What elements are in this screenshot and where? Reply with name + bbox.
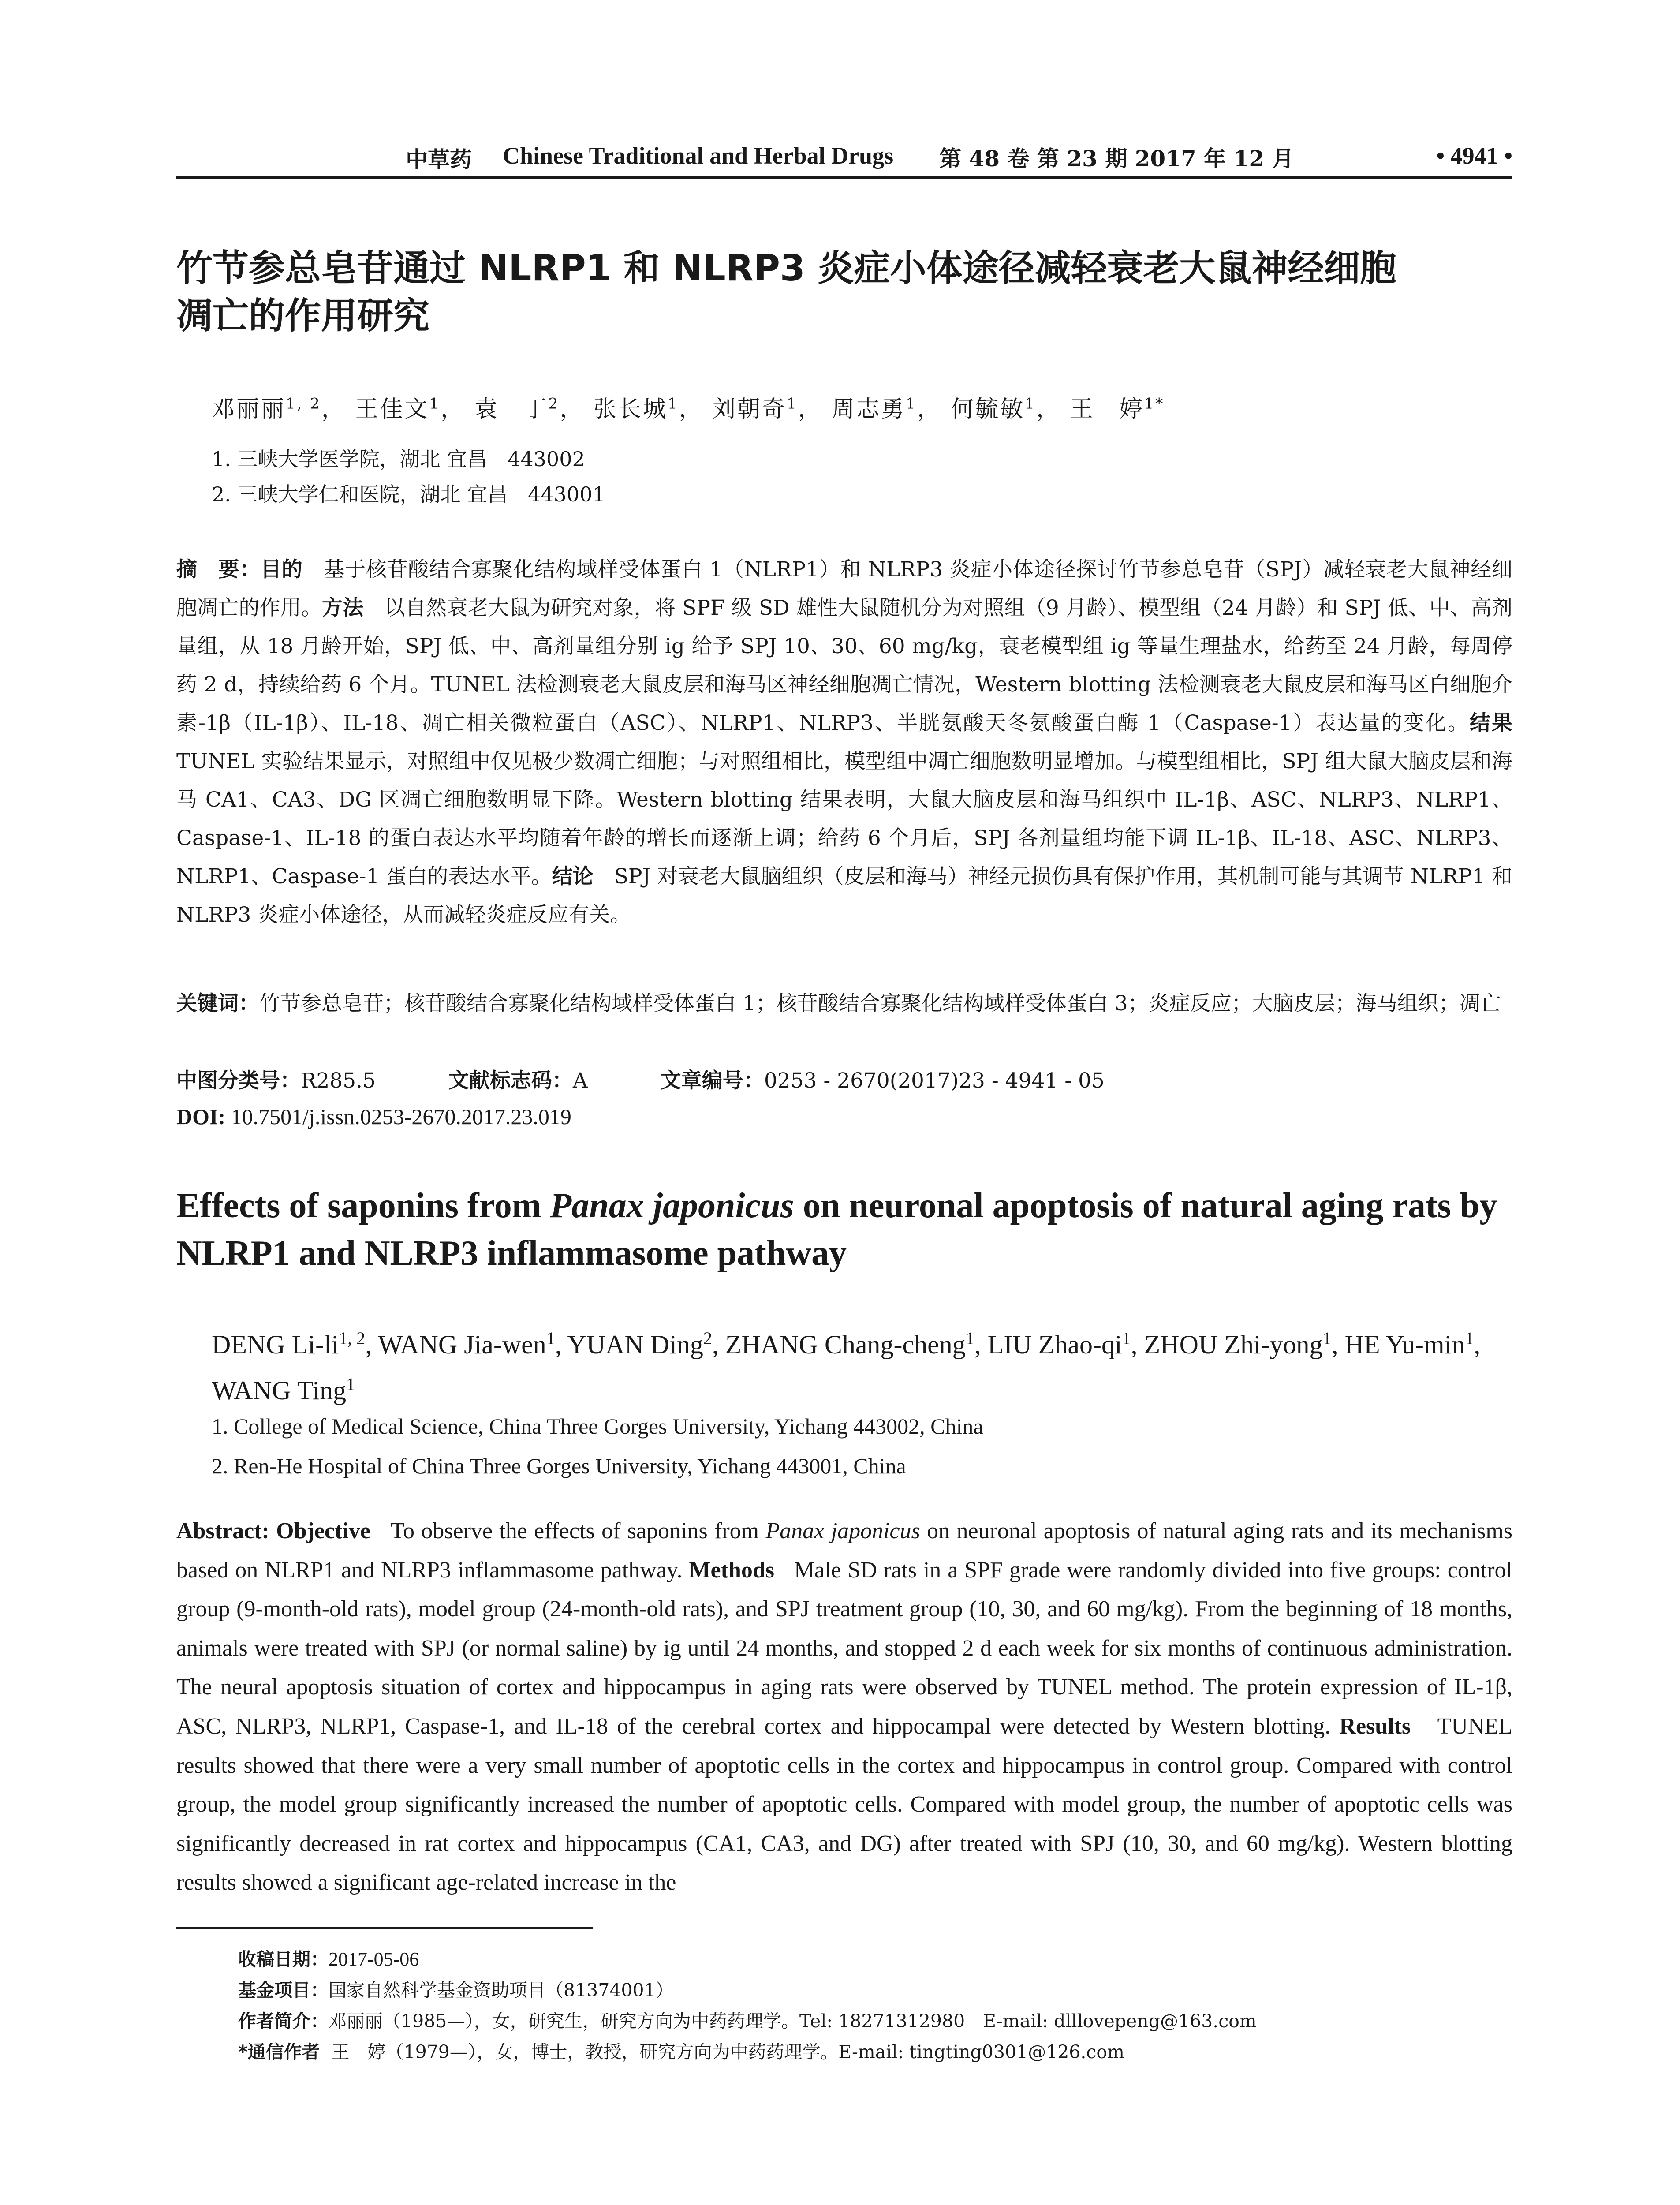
classification-line bbox=[176, 1064, 1105, 1094]
author-name: 张长城 bbox=[593, 396, 668, 422]
results-label: Results bbox=[1339, 1713, 1411, 1739]
author-name: 王 婷 bbox=[1070, 396, 1144, 422]
abstract-cn bbox=[176, 550, 1512, 934]
results-label: 结果 bbox=[1469, 711, 1513, 735]
author-affiliation-mark: 1 bbox=[667, 395, 679, 413]
author-name: HE Yu-min bbox=[1344, 1330, 1465, 1359]
running-header bbox=[176, 132, 1512, 179]
author-affiliation-mark: 1 bbox=[1322, 1328, 1332, 1348]
footnote-corresponding bbox=[238, 2037, 1124, 2063]
methods-text: 以自然衰老大鼠为研究对象，将 SPF 级 SD 雄性大鼠随机分为对照组（9 月龄）、模型组（24 月龄）和 SPJ 低、中、高剂量组，从 18 月龄开始，SPJ 低、中、高剂量组分别 ig 给予 SPJ 10、30、60 mg/kg，衰老模型组 ig 等量生理盐水，给药至 24 月龄，每周停药 2 d，持续给药 6 个月。TUNEL 法检测衰老大鼠皮层和海马区神经细胞凋亡情况，Western blotting 法检测衰老大鼠皮层和海马区白细胞介素-1β（IL-1β）、IL-18、凋亡相关微粒蛋白（ASC）、NLRP1、NLRP3、半胱氨酸天冬氨酸蛋白酶 1（Caspase-1）表达量的变化。 bbox=[176, 596, 1513, 735]
journal-name-cn: 中草药 bbox=[406, 146, 472, 172]
issue-info: 第 48 卷 第 23 期 2017 年 12 月 bbox=[939, 146, 1294, 172]
author-list-en: DENG Li-li$^{1, 2}$, WANG Jia-wen$^1$, YUAN Ding$^2$, ZHANG Chang-cheng$^1$, LIU Zhao-$qi^1$, ZHOU Zhi-yong$^1$, HE $Yu-\min^1$, WANG Ting$^1$ bbox=[212, 1328, 1481, 1405]
author-affiliation-mark: 1 bbox=[546, 1328, 555, 1348]
results-text: TUNEL 实验结果显示，对照组中仅见极少数凋亡细胞；与对照组相比，模型组中凋亡细胞数明显增加。与模型组相比，SPJ 组大鼠大脑皮层和海马 CA1、CA3、DG 区凋亡细胞数明显下降。Western blotting 结果表明，大鼠大脑皮层和海马组织中 IL-1β、ASC、NLRP3、NLRP1、Caspase-1、IL-18 的蛋白表达水平均随着年龄的增长而逐渐上调；给药 6 个月后，SPJ 各剂量组均能下调 IL-1β、IL-18、ASC、NLRP3、NLRP1、Caspase-1 蛋白的表达水平。 bbox=[176, 749, 1512, 889]
author-affiliation-mark: 1 bbox=[346, 1374, 355, 1394]
keywords-text: 竹节参总皂苷；核苷酸结合寡聚化结构域样受体蛋白 1；核苷酸结合寡聚化结构域样受体蛋白 3；炎症反应；大脑皮层；海马组织；凋亡 bbox=[259, 991, 1501, 1016]
methods-text: Male SD rats in a SPF grade were randomly divided into five groups: control group (9-month-old rats), model group (24-month-old rats), and SPJ treatment group (10, 30, and 60 mg/kg). From the beginning of 18 months, animals were treated with SPJ (or normal saline) by ig until 24 months, and stopped 2 d each week for six months of continuous administration. The neural apoptosis situation of cortex and hippocampus in aging rats were observed by TUNEL method. The protein expression of IL-1β, ASC, NLRP3, NLRP1, Caspase-1, and IL-18 of the cerebral cortex and hippocampal were detected by Western blotting. bbox=[176, 1557, 1512, 1739]
results-text: TUNEL results showed that there were a very small number of apoptotic cells in the cortex and hippocampus in control group. Compared with control group, the model group significantly increased the number of apoptotic cells. Compared with model group, the number of apoptotic cells was significantly decreased in rat cortex and hippocampus (CA1, CA3, and DG) after treated with SPJ (10, 30, and 60 mg/kg). Western blotting results showed a significant age-related increase in the bbox=[176, 1713, 1513, 1895]
objective-label: Objective bbox=[276, 1518, 370, 1544]
doc-code-label: 文献标志码： bbox=[448, 1069, 573, 1093]
author-name: ZHANG Chang-cheng bbox=[725, 1330, 966, 1359]
author-affiliation-mark: 1 bbox=[1122, 1328, 1131, 1348]
doi-link[interactable]: 10.7501/j.issn.0253-2670.2017.23.019 bbox=[231, 1104, 571, 1129]
author-affiliation-mark: 1 bbox=[787, 395, 798, 413]
journal-name-en: Chinese Traditional and Herbal Drugs bbox=[503, 142, 894, 169]
affiliation-cn: 2. 三峡大学仁和医院，湖北 宜昌 443001 bbox=[212, 482, 605, 506]
author-name: 袁 丁 bbox=[474, 396, 549, 422]
fund-label: 基金项目： bbox=[238, 1980, 329, 2001]
objective-label: 目的 bbox=[260, 557, 303, 582]
objective-text: To observe the effects of saponins from bbox=[390, 1518, 766, 1544]
author-affiliation-mark: 2 bbox=[703, 1328, 712, 1348]
author-name: WANG Jia-wen bbox=[378, 1330, 546, 1359]
author-name: WANG Ting bbox=[212, 1376, 347, 1405]
footnote-author bbox=[238, 2007, 1257, 2033]
author-name: 刘朝奇 bbox=[713, 396, 787, 422]
received-date: 2017-05-06 bbox=[329, 1948, 419, 1970]
author-affiliation-mark: 2 bbox=[548, 395, 560, 413]
author-affiliation-mark: 1 bbox=[429, 395, 441, 413]
author-name: 周志勇 bbox=[832, 396, 906, 422]
author-name: 邓丽丽 bbox=[212, 396, 286, 422]
received-label: 收稿日期： bbox=[238, 1949, 329, 1970]
affiliation-en: 1. College of Medical Science, China Three Gorges University, Yichang 443002, China bbox=[212, 1414, 983, 1439]
author-affiliation-mark: 1 bbox=[906, 395, 917, 413]
page-number: • 4941 • bbox=[1436, 142, 1512, 169]
author-name: YUAN Ding bbox=[567, 1330, 703, 1359]
conclusion-label: 结论 bbox=[552, 864, 594, 889]
article-title-en bbox=[176, 1182, 1512, 1277]
author-affiliation-mark: 1* bbox=[1144, 395, 1165, 413]
clc-label: 中图分类号： bbox=[176, 1069, 301, 1093]
author-bio-text: 邓丽丽（1985—），女，研究生，研究方向为中药药理学。Tel: 18271312980 E-mail: dlllovepeng@163.com bbox=[329, 2011, 1257, 2032]
author-affiliation-mark: 1 bbox=[1465, 1328, 1474, 1348]
author-name: 王佳文 bbox=[355, 396, 429, 422]
doc-code-value: A bbox=[572, 1069, 588, 1093]
author-name: 何毓敏 bbox=[951, 396, 1025, 422]
title-en-text: Effects of saponins from bbox=[176, 1186, 550, 1225]
methods-label: 方法 bbox=[322, 596, 364, 620]
article-no-value: 0253 - 2670(2017)23 - 4941 - 05 bbox=[764, 1069, 1105, 1093]
author-name: DENG Li-li bbox=[212, 1330, 339, 1359]
keywords-cn bbox=[176, 984, 1512, 1023]
affiliation-en: 2. Ren-He Hospital of China Three Gorges University, Yichang 443001, China bbox=[212, 1454, 906, 1478]
doi-label: DOI: bbox=[176, 1104, 226, 1129]
affiliation-cn: 1. 三峡大学医学院，湖北 宜昌 443002 bbox=[212, 447, 585, 471]
abstract-label: 摘 要： bbox=[176, 557, 261, 582]
author-affiliation-mark: 1, 2 bbox=[339, 1328, 366, 1348]
objective-text: on neuronal apoptosis of natural aging rats and its mechanisms based on NLRP1 and NLRP3 inflammasome pathway. bbox=[176, 1518, 1513, 1583]
keywords-label: 关键词： bbox=[176, 991, 259, 1016]
fund-text: 国家自然科学基金资助项目（81374001） bbox=[329, 1980, 674, 2001]
title-en-text: on neuronal apoptosis of natural aging rats by NLRP1 and NLRP3 inflammasome pathway bbox=[176, 1186, 1497, 1273]
author-name: LIU Zhao-qi bbox=[987, 1330, 1122, 1359]
objective-text: 基于核苷酸结合寡聚化结构域样受体蛋白 1（NLRP1）和 NLRP3 炎症小体途径探讨竹节参总皂苷（SPJ）减轻衰老大鼠神经细胞凋亡的作用。 bbox=[176, 557, 1513, 620]
corresponding-text: 王 婷（1979—），女，博士，教授，研究方向为中药药理学。E-mail: tingting0301@126.com bbox=[331, 2041, 1124, 2063]
author-affiliation-mark: 1, 2 bbox=[286, 395, 321, 413]
author-name: ZHOU Zhi-yong bbox=[1144, 1330, 1323, 1359]
title-en-species: Panax japonicus bbox=[550, 1186, 794, 1225]
footnote-received bbox=[238, 1945, 419, 1971]
author-affiliation-mark: 1 bbox=[965, 1328, 974, 1348]
title-cn-line: 凋亡的作用研究 bbox=[176, 295, 430, 337]
abstract-label: Abstract: bbox=[176, 1518, 269, 1544]
abstract-en bbox=[176, 1512, 1512, 1902]
corresponding-label: *通信作者 bbox=[238, 2041, 320, 2063]
author-list-cn: 邓丽丽$^{1, 2}$， 王佳文$^1$， 袁 丁$^2$， 张长城$^1$， 刘朝奇$^1$， 周志勇$^1$， 何毓敏$^1$， 王 婷$^{1*}$ bbox=[212, 395, 1165, 422]
author-bio-label: 作者简介： bbox=[238, 2011, 329, 2032]
objective-species: Panax japonicus bbox=[765, 1518, 920, 1544]
article-title-cn bbox=[176, 245, 1512, 340]
footnote-fund bbox=[238, 1976, 674, 2002]
clc-value: R285.5 bbox=[301, 1069, 376, 1093]
methods-label: Methods bbox=[689, 1557, 775, 1583]
author-affiliation-mark: 1 bbox=[1025, 395, 1037, 413]
doi-line bbox=[176, 1104, 571, 1129]
footnote-divider bbox=[176, 1927, 593, 1929]
conclusion-text: SPJ 对衰老大鼠脑组织（皮层和海马）神经元损伤具有保护作用，其机制可能与其调节 NLRP1 和 NLRP3 炎症小体途径，从而减轻炎症反应有关。 bbox=[176, 864, 1513, 927]
title-cn-line: 竹节参总皂苷通过 NLRP1 和 NLRP3 炎症小体途径减轻衰老大鼠神经细胞 bbox=[176, 247, 1396, 289]
article-no-label: 文章编号： bbox=[660, 1069, 764, 1093]
